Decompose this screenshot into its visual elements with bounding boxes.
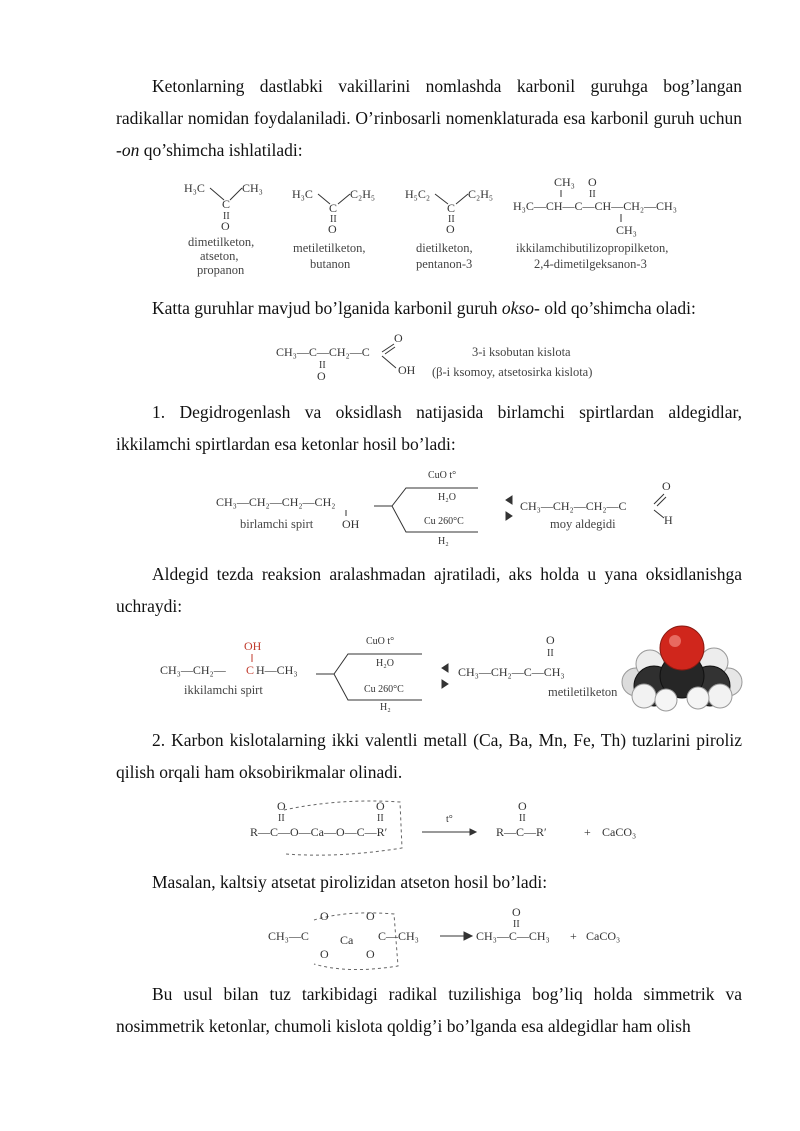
svg-text:O: O <box>394 331 403 345</box>
svg-text:H₃C: H₃C <box>184 181 205 195</box>
figure-primary-alcohol-reaction <box>216 464 696 550</box>
figure-ketone-names <box>180 172 740 287</box>
svg-text:CH₃—C—CH₃: CH₃—C—CH₃ <box>476 929 550 943</box>
svg-text:O: O <box>221 219 230 233</box>
svg-text:H: H <box>664 513 673 527</box>
paragraph-symmetric-ketones: Bu usul bilan tuz tarkibidagi radikal tuzilishiga bog’liq holda simmetrik va nosimmetrik ketonlar, chumoli kislota qoldig’i bo’lganda esa aldegidlar ham olish <box>116 984 742 1036</box>
svg-text:ikkilamchibutilizopropilketon,: ikkilamchibutilizopropilketon, <box>516 241 669 255</box>
svg-text:R—C—O—Ca—O—C—R′: R—C—O—Ca—O—C—R′ <box>250 825 388 839</box>
svg-text:II: II <box>223 211 230 222</box>
svg-text:H₂: H₂ <box>380 702 391 713</box>
svg-text:OH: OH <box>342 517 360 531</box>
svg-text:H₅C₂: H₅C₂ <box>405 187 431 201</box>
svg-text:metiletilketon,: metiletilketon, <box>293 241 366 255</box>
svg-text:O: O <box>518 799 527 813</box>
svg-text:CH₃—CH₂—C—CH₃: CH₃—CH₂—C—CH₃ <box>458 665 565 679</box>
svg-text:II: II <box>319 360 326 371</box>
svg-text:O: O <box>366 909 375 923</box>
svg-text:II: II <box>278 813 285 824</box>
svg-text:H₂: H₂ <box>438 536 449 547</box>
svg-text:C—CH₃: C—CH₃ <box>378 929 419 943</box>
svg-text:H₃C—CH—C—CH—CH₂—CH₃: H₃C—CH—C—CH—CH₂—CH₃ <box>513 199 677 213</box>
svg-text:CH₃—C: CH₃—C <box>268 929 309 943</box>
svg-text:CuO t°: CuO t° <box>366 636 395 647</box>
svg-text:CaCO₃: CaCO₃ <box>602 825 637 839</box>
svg-text:C: C <box>329 201 338 215</box>
svg-text:H₂O: H₂O <box>376 658 394 669</box>
svg-text:O: O <box>546 633 555 647</box>
svg-text:+: + <box>584 825 591 839</box>
svg-text:O: O <box>320 947 329 961</box>
svg-text:t°: t° <box>446 814 453 825</box>
svg-text:CH₃—CH₂—: CH₃—CH₂— <box>160 663 226 677</box>
structure-methylethylketone <box>292 187 375 271</box>
svg-text:Cu 260°C: Cu 260°C <box>364 684 404 695</box>
svg-text:O: O <box>366 947 375 961</box>
svg-text:butanon: butanon <box>310 257 351 271</box>
svg-text:C: C <box>222 197 231 211</box>
svg-text:OH: OH <box>244 639 262 653</box>
svg-text:CH₃: CH₃ <box>554 175 575 189</box>
paragraph-nomenclature: Ketonlarning dastlabki vakillarini nomlashda karbonil guruhga bog’langan radikallar nomidan foydalaniladi. O’rinbosarli nomenklaturada esa karbonil guruh uchun -on qo’shimcha ishlatiladi: <box>116 76 742 160</box>
svg-text:C₂H₅: C₂H₅ <box>468 187 494 201</box>
acetone-space-filling-model-icon <box>620 624 744 710</box>
svg-text:O: O <box>317 369 326 383</box>
svg-text:II: II <box>513 919 520 930</box>
structure-diethylketone <box>405 187 493 271</box>
svg-text:R—C—R′: R—C—R′ <box>496 825 547 839</box>
svg-text:ikkilamchi spirt: ikkilamchi spirt <box>184 683 263 697</box>
svg-text:moy aldegidi: moy aldegidi <box>550 517 616 531</box>
structure-branched-ketone <box>513 175 677 271</box>
svg-text:CH₃: CH₃ <box>616 223 637 237</box>
svg-text:II: II <box>330 214 337 225</box>
svg-text:Ca: Ca <box>340 933 354 947</box>
svg-text:OH: OH <box>398 363 416 377</box>
svg-text:2,4-dimetilgeksanon-3: 2,4-dimetilgeksanon-3 <box>534 257 647 271</box>
svg-text:II: II <box>519 813 526 824</box>
svg-text:H₂O: H₂O <box>438 492 456 503</box>
svg-text:O: O <box>446 222 455 236</box>
svg-text:CH₃—C—CH₂—C: CH₃—C—CH₂—C <box>276 345 370 359</box>
figure-calcium-acetate-pyrolysis <box>268 904 648 974</box>
svg-text:atseton,: atseton, <box>200 249 239 263</box>
paragraph-calcium-acetate: Masalan, kaltsiy atsetat pirolizidan atseton hosil bo’ladi: <box>152 872 548 892</box>
svg-text:+: + <box>570 929 577 943</box>
svg-text:C: C <box>447 201 456 215</box>
svg-text:O: O <box>376 799 385 813</box>
svg-text:CuO t°: CuO t° <box>428 470 457 481</box>
svg-text:CH₃—CH₂—CH₂—CH₂: CH₃—CH₂—CH₂—CH₂ <box>216 495 336 509</box>
svg-text:II: II <box>448 214 455 225</box>
svg-text:H—CH₃: H—CH₃ <box>256 663 298 677</box>
svg-text:birlamchi spirt: birlamchi spirt <box>240 517 314 531</box>
paragraph-aldehyde-removal: Aldegid tezda reaksion aralashmadan ajratiladi, aks holda u yana oksidlanishga uchraydi: <box>116 564 742 616</box>
svg-text:II: II <box>377 813 384 824</box>
svg-text:(β-i ksomoy, atsetosirka kislo: (β-i ksomoy, atsetosirka kislota) <box>432 365 593 379</box>
paragraph-pyrolysis: 2. Karbon kislotalarning ikki valentli metall (Ca, Ba, Mn, Fe, Th) tuzlarini piroliz qilish orqali ham oksobirikmalar olinadi. <box>116 730 742 782</box>
svg-text:O: O <box>277 799 286 813</box>
svg-text:O: O <box>662 479 671 493</box>
svg-text:Cu 260°C: Cu 260°C <box>424 516 464 527</box>
svg-text:dietilketon,: dietilketon, <box>416 241 473 255</box>
svg-text:C₂H₅: C₂H₅ <box>350 187 376 201</box>
svg-text:CH₃—CH₂—CH₂—C: CH₃—CH₂—CH₂—C <box>520 499 627 513</box>
svg-text:propanon: propanon <box>197 263 245 277</box>
svg-text:O: O <box>588 175 597 189</box>
svg-text:O: O <box>328 222 337 236</box>
paragraph-okso-prefix: Katta guruhlar mavjud bo’lganida karbonil guruh okso- old qo’shimcha oladi: <box>152 298 696 318</box>
svg-text:metiletilketon: metiletilketon <box>548 685 618 699</box>
figure-secondary-alcohol-reaction <box>160 630 630 716</box>
svg-text:O: O <box>320 909 329 923</box>
figure-general-pyrolysis <box>250 796 650 860</box>
svg-text:C: C <box>246 663 255 677</box>
svg-text:pentanon-3: pentanon-3 <box>416 257 473 271</box>
svg-text:H₃C: H₃C <box>292 187 313 201</box>
svg-text:II: II <box>589 189 596 200</box>
figure-oxobutanoic-acid <box>276 330 636 386</box>
svg-text:CH₃: CH₃ <box>242 181 263 195</box>
structure-dimethylketone <box>184 181 263 277</box>
svg-text:II: II <box>547 648 554 659</box>
svg-text:O: O <box>512 905 521 919</box>
svg-text:CaCO₃: CaCO₃ <box>586 929 621 943</box>
paragraph-dehydrogenation: 1. Degidrogenlash va oksidlash natijasida birlamchi spirtlardan aldegidlar, ikkilamchi spirtlardan esa ketonlar hosil bo’ladi: <box>116 402 742 454</box>
svg-text:3-i ksobutan kislota: 3-i ksobutan kislota <box>472 345 571 359</box>
svg-text:dimetilketon,: dimetilketon, <box>188 235 255 249</box>
